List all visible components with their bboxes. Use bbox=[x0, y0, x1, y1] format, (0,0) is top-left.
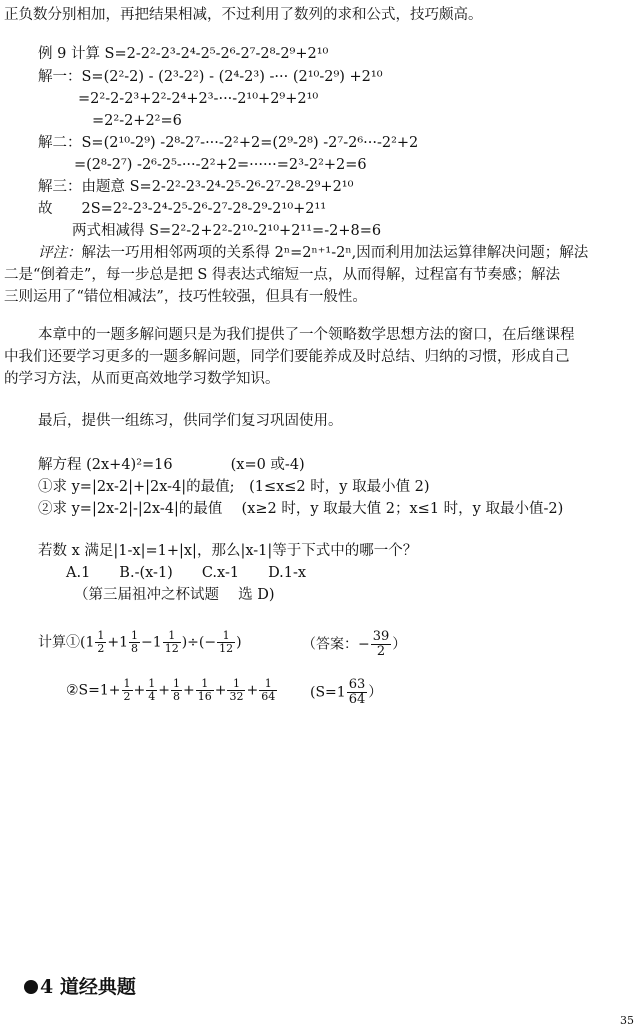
practice-intro: 最后，提供一组练习，供同学们复习巩固使用。 bbox=[38, 413, 343, 429]
fraction: $\frac{1}{16}$ bbox=[197, 677, 212, 703]
section-heading: 4 道经典题 bbox=[24, 972, 136, 999]
comment-line-3: 三则运用了“错位相减法”，技巧性较强，但具有一般性。 bbox=[4, 289, 367, 305]
comment-label: 评注： bbox=[38, 245, 82, 261]
solution1-line1: 解一：S=(2²-2) - (2³-2²) - (2⁴-2³) -··· (2¹⁰-2⁹) +2¹⁰ bbox=[38, 69, 383, 85]
solution3-line1: 解三：由题意 S=2-2²-2³-2⁴-2⁵-2⁶-2⁷-2⁸-2⁹+2¹⁰ bbox=[38, 179, 354, 195]
calc1-expression: 计算①(1 $\frac{1}{2}$ +1 $\frac{1}{8}$ −1 $\frac{1}{12}$ )÷(− $\frac{1}{12}$ ) bbox=[38, 629, 242, 655]
fraction: $\frac{63}{64}$ bbox=[348, 677, 366, 707]
question-abs: 若数 x 满足|1-x|=1+|x|，那么|x-1|等于下式中的哪一个？ bbox=[38, 543, 418, 559]
fraction: $\frac{1}{4}$ bbox=[148, 677, 156, 703]
solution1-line3: =2²-2+2²=6 bbox=[92, 113, 182, 129]
page-number: 35 bbox=[620, 1014, 634, 1027]
fraction: $\frac{1}{64}$ bbox=[261, 677, 276, 703]
solution2-line1: 解二：S=(2¹⁰-2⁹) -2⁸-2⁷-···-2²+2=(2⁹-2⁸) -2⁷-2⁶···-2²+2 bbox=[38, 135, 419, 151]
question-options: A.1 B.-(x-1) C.x-1 D.1-x bbox=[66, 565, 307, 581]
exercise-max-min: ②求 y=|2x-2|-|2x-4|的最值 (x≥2 时，y 取最大值 2；x≤1 时，y 取最小值-2) bbox=[38, 501, 564, 517]
fraction: $\frac{1}{32}$ bbox=[229, 677, 244, 703]
solution1-line2: =2²-2-2³+2²-2⁴+2³-···-2¹⁰+2⁹+2¹⁰ bbox=[78, 91, 319, 107]
example-title: 例 9 计算 S=2-2²-2³-2⁴-2⁵-2⁶-2⁷-2⁸-2⁹+2¹⁰ bbox=[38, 46, 329, 62]
chapter-para-line-1: 本章中的一题多解问题只是为我们提供了一个领略数学思想方法的窗口，在后继课程 bbox=[38, 327, 575, 343]
fraction: $\frac{1}{8}$ bbox=[173, 677, 180, 703]
fraction: $\frac{39}{2}$ bbox=[372, 629, 390, 659]
solution3-line3: 两式相减得 S=2²-2+2²-2¹⁰-2¹⁰+2¹¹=-2+8=6 bbox=[72, 223, 382, 239]
comment-line-1 bbox=[38, 244, 588, 262]
fraction: $\frac{1}{12}$ bbox=[219, 629, 234, 655]
text-line-1: 正负数分别相加，再把结果相减，不过利用了数列的求和公式，技巧颇高。 bbox=[4, 7, 483, 23]
solution3-line2: 故 2S=2²-2³-2⁴-2⁵-2⁶-2⁷-2⁸-2⁹-2¹⁰+2¹¹ bbox=[38, 201, 327, 217]
calc2-expression: ②S=1+ $\frac{1}{2}$ + $\frac{1}{4}$ + $\frac{1}{8}$ + $\frac{1}{16}$ + $\frac{1}{32}$ + $\frac{1}{64}$ bbox=[66, 677, 276, 703]
fraction: $\frac{1}{2}$ bbox=[123, 677, 131, 703]
calc2-answer: (S=1 $\frac{63}{64}$ ） bbox=[310, 677, 383, 707]
comment-line-2: 二是“倒着走”，每一步总是把 S 得表达式缩短一点，从而得解，过程富有节奏感；解法 bbox=[4, 267, 560, 283]
calc1-label: 计算① bbox=[38, 634, 80, 651]
solution2-line2: =(2⁸-2⁷) -2⁶-2⁵-···-2²+2=······=2³-2²+2=6 bbox=[74, 157, 367, 173]
chapter-para-line-3: 的学习方法，从而更高效地学习数学知识。 bbox=[4, 371, 280, 387]
exercise-min: ①求 y=|2x-2|+|2x-4|的最值; (1≤x≤2 时，y 取最小值 2) bbox=[38, 479, 430, 495]
chapter-para-line-2: 中我们还要学习更多的一题多解问题，同学们要能养成及时总结、归纳的习惯，形成自己 bbox=[4, 349, 570, 365]
question-source: （第三届祖冲之杯试题 选 D) bbox=[74, 587, 275, 603]
fraction: $\frac{1}{12}$ bbox=[164, 629, 179, 655]
fraction: $\frac{1}{8}$ bbox=[131, 629, 139, 655]
fraction: $\frac{1}{2}$ bbox=[97, 629, 105, 655]
calc2-label: ②S= bbox=[66, 682, 100, 699]
exercise-equation: 解方程 (2x+4)²=16 (x=0 或-4) bbox=[38, 457, 305, 473]
calc1-answer: （答案：− $\frac{39}{2}$ ） bbox=[302, 629, 407, 659]
comment-text: 解法一巧用相邻两项的关系得 2ⁿ=2ⁿ⁺¹-2ⁿ,因而利用加法运算律解决问题；解法 bbox=[81, 245, 589, 261]
bullet-dot-icon bbox=[24, 980, 38, 994]
